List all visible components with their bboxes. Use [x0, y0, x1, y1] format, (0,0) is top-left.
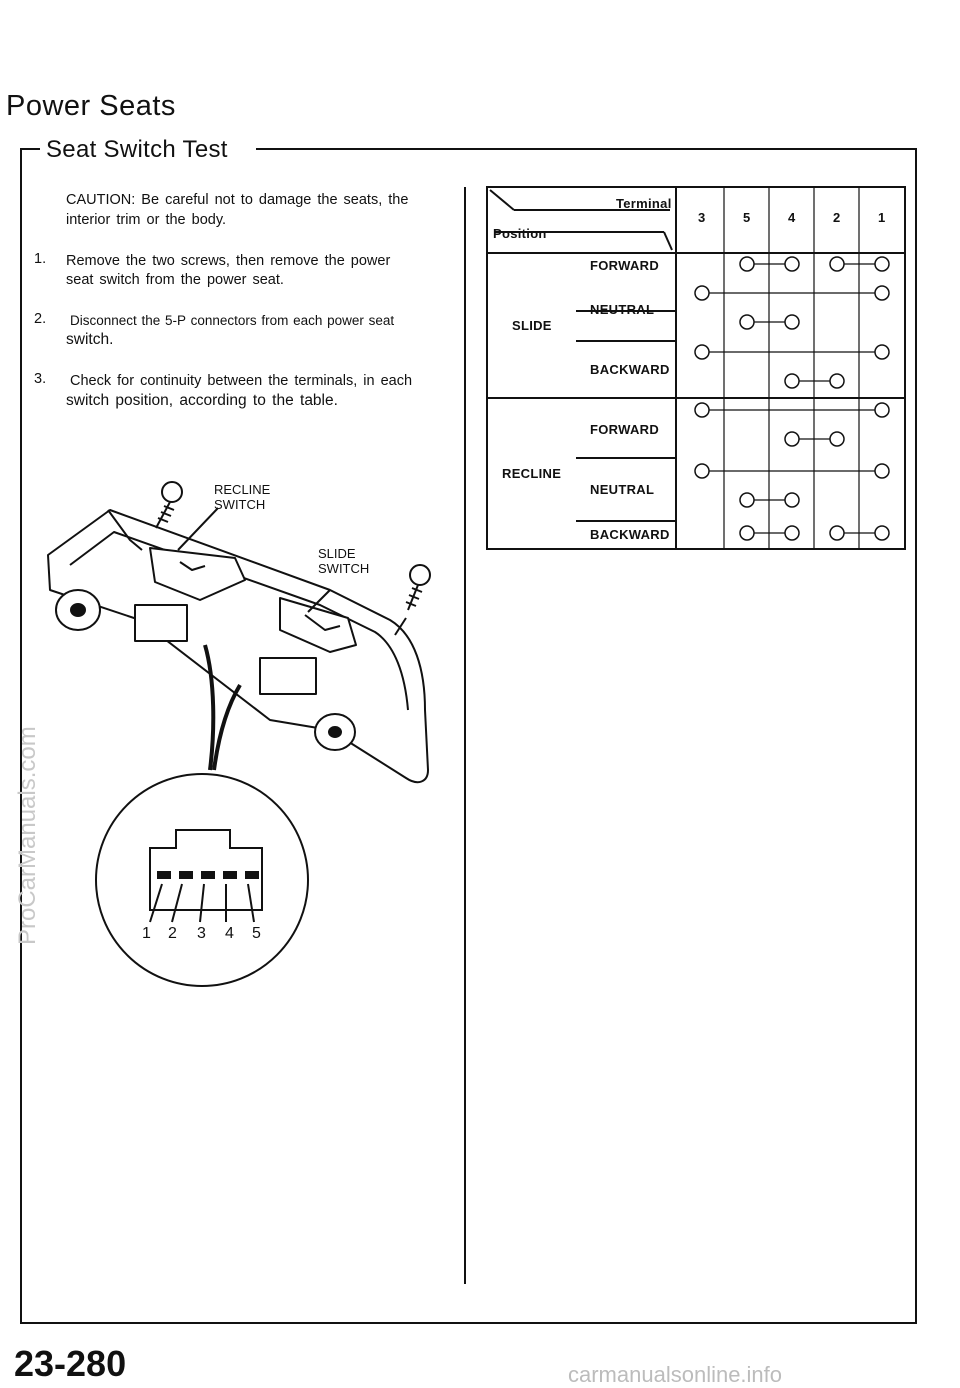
step-2-line-1: Disconnect the 5-P connectors from each power seat: [70, 313, 395, 328]
step-1-line-1: Remove the two screws, then remove the power: [66, 253, 391, 269]
terminal-node: [740, 315, 754, 329]
page-number: 23-280: [14, 1343, 127, 1384]
position-recline-forward: FORWARD: [590, 422, 660, 437]
position-slide-forward: FORWARD: [590, 258, 660, 273]
table-header-position: Position: [493, 226, 547, 241]
terminal-node: [695, 464, 709, 478]
terminal-node: [695, 286, 709, 300]
position-recline-neutral: NEUTRAL: [590, 482, 655, 497]
terminal-node: [830, 526, 844, 540]
terminal-node: [785, 432, 799, 446]
terminal-node: [830, 374, 844, 388]
terminal-node: [785, 493, 799, 507]
step-3-line-2: switch position, according to the table.: [66, 392, 338, 409]
step-3-line-1: Check for continuity between the terminals, in each: [70, 373, 413, 389]
frame-right-line: [915, 148, 917, 1324]
continuity-table-grid: [486, 186, 906, 550]
frame-top-left-stub: [20, 148, 40, 150]
terminal-node: [875, 526, 889, 540]
recline-switch-label-1: RECLINE: [214, 482, 271, 497]
terminal-header-5: 5: [743, 210, 751, 225]
terminal-node: [830, 432, 844, 446]
position-slide-backward: BACKWARD: [590, 362, 670, 377]
caution-line-1: CAUTION: Be careful not to damage the seats, the: [66, 192, 409, 208]
page-title: Power Seats: [6, 90, 176, 122]
terminal-node: [785, 374, 799, 388]
recline-switch-label-2: SWITCH: [214, 497, 266, 512]
column-divider: [464, 187, 466, 1284]
terminal-node: [875, 464, 889, 478]
step-3-number: 3.: [34, 371, 47, 387]
terminal-node: [875, 257, 889, 271]
step-2-number: 2.: [34, 311, 47, 327]
terminal-header-4: 4: [788, 210, 796, 225]
position-recline-backward: BACKWARD: [590, 527, 670, 542]
slide-switch-label-2: SWITCH: [318, 561, 370, 576]
seat-switch-illustration: [30, 470, 460, 990]
section-title: Seat Switch Test: [46, 136, 228, 163]
terminal-node: [740, 257, 754, 271]
step-2-line-2: switch.: [66, 331, 114, 348]
watermark: ProCarManuals.com: [14, 726, 41, 945]
step-1-number: 1.: [34, 251, 47, 267]
terminal-header-1: 1: [878, 210, 886, 225]
connector-pin-label-2: 2: [168, 925, 177, 942]
connector-pin-label-3: 3: [197, 925, 206, 942]
terminal-node: [785, 257, 799, 271]
terminal-header-2: 2: [833, 210, 841, 225]
group-recline: RECLINE: [502, 466, 562, 481]
terminal-header-3: 3: [698, 210, 706, 225]
group-slide: SLIDE: [512, 318, 552, 333]
connector-pin-label-5: 5: [252, 925, 261, 942]
connector-pin-label-4: 4: [225, 925, 234, 942]
slide-switch-label-1: SLIDE: [318, 546, 356, 561]
caution-line-2: interior trim or the body.: [66, 212, 227, 228]
terminal-node: [785, 315, 799, 329]
terminal-node: [695, 403, 709, 417]
table-header-terminal: Terminal: [616, 196, 672, 211]
footer-site: carmanualsonline.info: [568, 1362, 783, 1387]
frame-top-line: [256, 148, 917, 150]
position-slide-neutral: NEUTRAL: [590, 302, 655, 317]
terminal-node: [740, 493, 754, 507]
connector-pin-label-1: 1: [142, 925, 151, 942]
terminal-node: [695, 345, 709, 359]
terminal-node: [785, 526, 799, 540]
terminal-node: [875, 403, 889, 417]
terminal-node: [740, 526, 754, 540]
terminal-node: [830, 257, 844, 271]
terminal-node: [875, 345, 889, 359]
step-1-line-2: seat switch from the power seat.: [66, 272, 284, 288]
frame-bottom-line: [20, 1322, 917, 1324]
terminal-node: [875, 286, 889, 300]
